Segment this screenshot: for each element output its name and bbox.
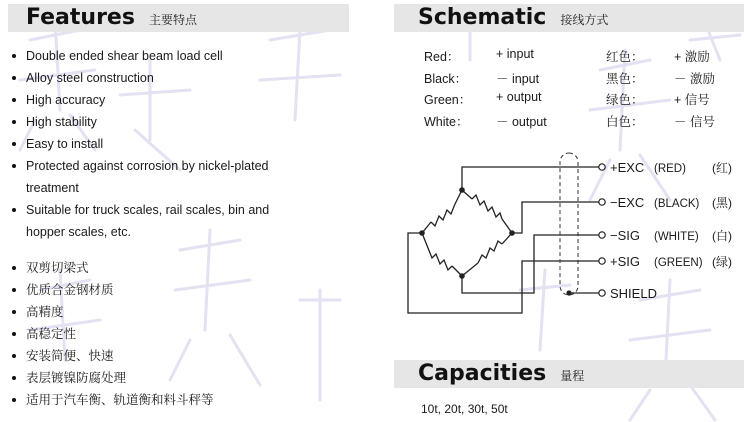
wire-color-cn: 红色： (606, 50, 644, 64)
feature-item-cn: 表层镀镍防腐处理 (8, 367, 308, 389)
wiring-row (424, 88, 744, 110)
feature-item-cn: 高稳定性 (8, 323, 308, 345)
terminal-name: +EXC (610, 160, 645, 175)
capacities-title-cn: 量程 (560, 369, 585, 383)
terminal-connector (599, 290, 605, 296)
terminal-name: −EXC (610, 195, 645, 210)
features-title: Features (26, 5, 135, 30)
terminal-wire: (BLACK) (654, 198, 700, 210)
features-header (8, 4, 349, 32)
wire-color-cn: 白色： (606, 114, 644, 129)
terminal-name: −SIG (610, 228, 640, 243)
terminal-wire: (GREEN) (654, 257, 703, 269)
feature-item-cn: 优质合金钢材质 (8, 279, 308, 301)
wire-signal-cn: － 激励 (674, 71, 715, 86)
schematic-header (394, 4, 744, 32)
feature-item: Suitable for truck scales, rail scales, bin and hopper scales, etc. (8, 199, 298, 243)
wire-signal-cn: + 激励 (674, 50, 710, 64)
wiring-table (424, 45, 744, 131)
wire-signal: － output (496, 114, 547, 129)
wire-signal: + output (496, 90, 542, 104)
wiring-row (424, 45, 744, 67)
wiring-row (424, 67, 744, 89)
schematic-title-cn: 接线方式 (560, 13, 609, 27)
wire-color: White： (424, 114, 469, 129)
feature-item-cn: 安装简便、快速 (8, 345, 308, 367)
terminal-connector (599, 232, 605, 238)
feature-item: High accuracy (8, 89, 298, 111)
feature-item: Easy to install (8, 133, 298, 155)
wire-color: Green： (424, 93, 472, 107)
terminal-connector (599, 258, 605, 264)
terminal-cn: (红) (712, 161, 732, 175)
features-list-en (8, 45, 298, 243)
wire-signal-cn: － 信号 (674, 114, 715, 129)
wire-signal: + input (496, 47, 534, 61)
capacities-title: Capacities (418, 361, 547, 386)
terminal-name: SHIELD (610, 286, 657, 301)
terminal-cn: (绿) (712, 255, 732, 269)
capacities-header (394, 360, 744, 388)
features-list-cn (8, 257, 308, 411)
terminal-connector (599, 164, 605, 170)
wire-color: Black： (424, 71, 468, 86)
terminal-wire: (WHITE) (654, 231, 699, 243)
wiring-row (424, 110, 744, 132)
feature-item: Double ended shear beam load cell (8, 45, 298, 67)
terminal-connector (599, 199, 605, 205)
bridge-schematic (394, 145, 744, 315)
feature-item-cn: 双剪切梁式 (8, 257, 308, 279)
terminal-cn: (白) (712, 229, 732, 243)
terminal-cn: (黑) (712, 196, 732, 210)
feature-item: Alloy steel construction (8, 67, 298, 89)
capacities-values: 10t, 20t, 30t, 50t (421, 402, 508, 416)
schematic-title: Schematic (418, 5, 547, 30)
wire-color-cn: 黑色： (606, 71, 644, 86)
feature-item-cn: 适用于汽车衡、轨道衡和料斗秤等 (8, 389, 308, 411)
wire-color-cn: 绿色： (606, 93, 644, 107)
feature-item: Protected against corrosion by nickel-plated treatment (8, 155, 298, 199)
wire-signal: － input (496, 71, 540, 86)
feature-item: High stability (8, 111, 298, 133)
features-title-cn: 主要特点 (148, 13, 197, 27)
terminal-wire: (RED) (654, 163, 686, 175)
feature-item-cn: 高精度 (8, 301, 308, 323)
wire-color: Red： (424, 50, 460, 64)
terminal-name: +SIG (610, 254, 640, 269)
wire-signal-cn: + 信号 (674, 93, 710, 107)
